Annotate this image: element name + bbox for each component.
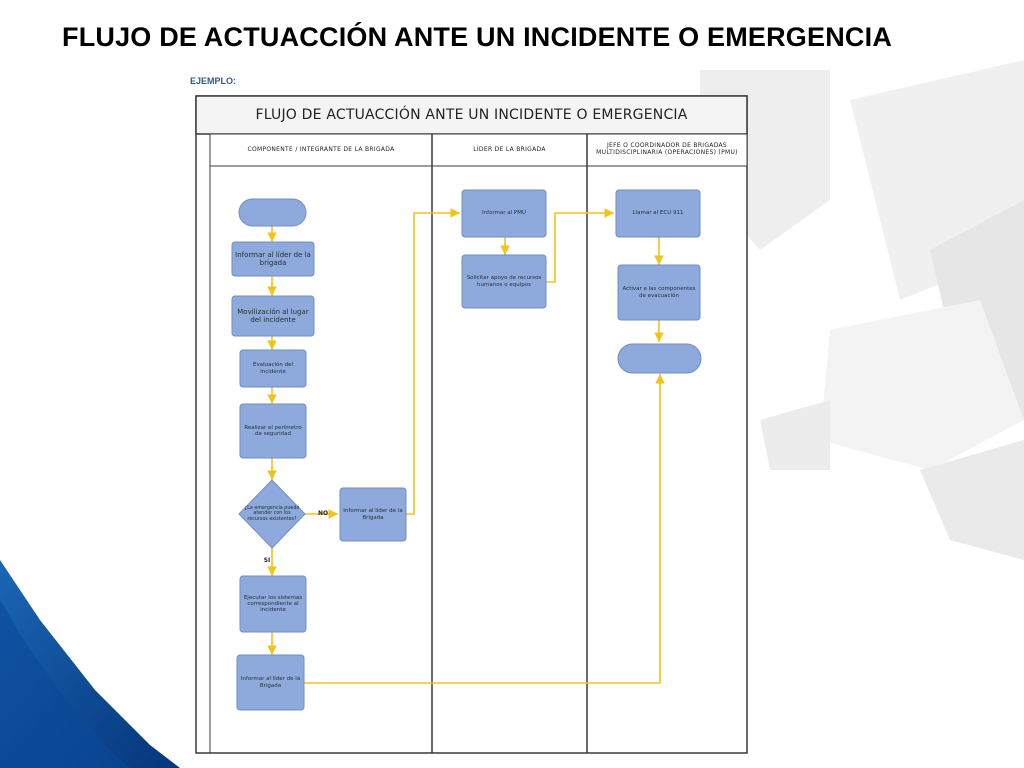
- node-evaluacion-text: Evaluación del incidente: [252, 362, 294, 375]
- lane-header-lider: LÍDER DE LA BRIGADA: [473, 145, 546, 153]
- start-terminator: [239, 199, 306, 226]
- node-activar-text: Activar a las componentes de evacuación: [622, 286, 696, 299]
- slide-title: FLUJO DE ACTUACCIÓN ANTE UN INCIDENTE O EMERGENCIA: [62, 22, 893, 52]
- end-terminator: [618, 344, 701, 373]
- lane-header-jefe: JEFE O COORDINADOR DE BRIGADAS MULTIDISCIPLINARIA (OPERACIONES) (PMU): [596, 142, 738, 156]
- node-informar-lider-final-text: Informar al líder de la Brigada: [240, 676, 301, 689]
- node-informar-pmu-text: Informar al PMU: [481, 210, 527, 217]
- node-informar-lider-no-text: Informar al líder de la Brigada: [343, 508, 403, 521]
- node-solicitar-apoyo-text: Solicitar apoyo de recursos humanos o equipos: [466, 275, 542, 288]
- node-movilizacion-text: Movilización al lugar del incidente: [237, 307, 309, 324]
- node-perimetro-text: Realizar el perímetro de seguridad: [244, 424, 302, 437]
- decision-no-label: NO: [317, 509, 329, 517]
- node-informar-lider-text: Informar al líder de la brigada: [235, 250, 311, 267]
- example-label: EJEMPLO:: [190, 76, 237, 86]
- decision-si-label: SI: [263, 556, 271, 564]
- node-decision-text: ¿La emergencia puede atender con los recursos existentes?: [244, 505, 300, 522]
- node-ejecutar-text: Ejecutar los sistemas correspondiente al incidente: [243, 594, 303, 614]
- diagram-header: FLUJO DE ACTUACCIÓN ANTE UN INCIDENTE O EMERGENCIA: [255, 106, 688, 123]
- lane-header-componente: COMPONENTE / INTEGRANTE DE LA BRIGADA: [247, 145, 395, 153]
- node-llamar-ecu-text: Llamar al ECU 911: [632, 210, 684, 217]
